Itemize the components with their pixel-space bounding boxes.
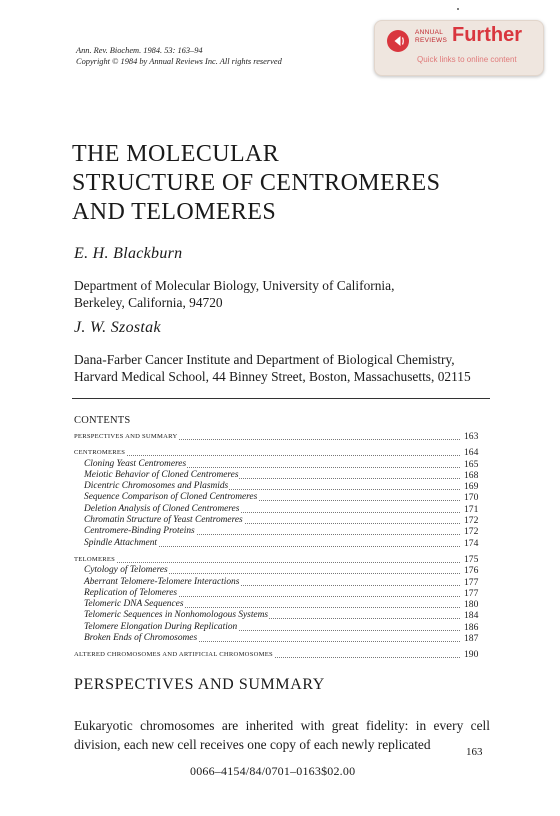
contents-heading: CONTENTS	[74, 415, 131, 426]
toc-entry-page: 169	[464, 481, 479, 493]
toc-entry-label: Spindle Attachment	[84, 537, 157, 548]
toc-entry-label: Telomeric DNA Sequences	[84, 599, 184, 610]
toc-entry-page: 187	[464, 633, 479, 645]
author-name: J. W. Szostak	[74, 319, 161, 336]
toc-entry-page: 176	[464, 565, 479, 577]
toc-subsection-entry[interactable]	[74, 459, 490, 470]
annual-reviews-wordmark: ANNUAL REVIEWS	[415, 29, 448, 44]
toc-entry-page: 175	[464, 553, 479, 565]
author-name: E. H. Blackburn	[74, 245, 183, 262]
toc-subsection-entry[interactable]	[74, 504, 490, 515]
toc-subsection-entry[interactable]	[74, 588, 490, 599]
toc-leader-dots	[74, 562, 460, 563]
toc-subsection-entry[interactable]	[74, 515, 490, 526]
toc-entry-page: 172	[464, 526, 479, 538]
footer-code: 0066–4154/84/0701–0163$02.00	[190, 764, 356, 778]
author-affiliation: Dana-Farber Cancer Institute and Department of Biological Chemistry, Harvard Medical School, 44 Binney Street, Boston, Massachusetts, 02115	[74, 352, 471, 384]
toc-subsection-entry[interactable]	[74, 538, 490, 549]
stray-mark	[457, 8, 459, 10]
toc-entry-label: Meiotic Behavior of Cloned Centromeres	[84, 469, 239, 480]
further-label: Further	[452, 24, 522, 46]
toc-entry-page: 168	[464, 469, 479, 481]
toc-subsection-entry[interactable]	[74, 565, 490, 576]
annual-reviews-logo-icon	[387, 30, 409, 52]
citation-line-1: Ann. Rev. Biochem. 1984. 53: 163–94	[76, 46, 203, 55]
toc-entry-label: TELOMERES	[74, 555, 116, 563]
toc-entry-label: Dicentric Chromosomes and Plasmids	[84, 481, 229, 492]
page-number: 163	[466, 746, 483, 758]
journal-citation	[76, 45, 282, 67]
toc-leader-dots	[74, 455, 460, 456]
toc-section-entry[interactable]	[74, 649, 490, 660]
toc-entry-page: 170	[464, 492, 479, 504]
toc-subsection-entry[interactable]	[74, 526, 490, 537]
toc-entry-label: Deletion Analysis of Cloned Centromeres	[84, 503, 240, 514]
title-line-3: AND TELOMERES	[72, 199, 277, 225]
toc-subsection-entry[interactable]	[74, 622, 490, 633]
toc-entry-label: ALTERED CHROMOSOMES AND ARTIFICIAL CHROMOSOMES	[74, 651, 273, 659]
toc-entry-label: Telomeric Sequences in Nonhomologous Systems	[84, 610, 269, 621]
toc-entry-page: 171	[464, 503, 479, 515]
toc-entry-page: 177	[464, 576, 479, 588]
toc-entry-page: 165	[464, 458, 479, 470]
article-title	[72, 140, 440, 227]
toc-entry-page: 174	[464, 537, 479, 549]
toc-entry-page: 172	[464, 515, 479, 527]
toc-subsection-entry[interactable]	[74, 599, 490, 610]
toc-entry-label: Centromere-Binding Proteins	[84, 526, 195, 537]
toc-subsection-entry[interactable]	[74, 492, 490, 503]
toc-subsection-entry[interactable]	[74, 610, 490, 621]
toc-entry-label: Sequence Comparison of Cloned Centromeres	[84, 492, 258, 503]
toc-entry-label: PERSPECTIVES AND SUMMARY	[74, 433, 178, 440]
toc-entry-page: 177	[464, 587, 479, 599]
toc-entry-label: Cytology of Telomeres	[84, 565, 168, 576]
toc-entry-page: 163	[464, 431, 479, 442]
table-of-contents	[74, 431, 490, 661]
toc-entry-label: Broken Ends of Chromosomes	[84, 633, 198, 644]
toc-section-entry[interactable]	[74, 554, 490, 565]
toc-entry-label: CENTROMERES	[74, 449, 126, 457]
toc-entry-page: 164	[464, 447, 479, 459]
section-heading: PERSPECTIVES AND SUMMARY	[74, 676, 325, 693]
toc-entry-page: 190	[464, 649, 479, 661]
title-line-1: THE MOLECULAR	[72, 141, 280, 167]
citation-line-2: Copyright © 1984 by Annual Reviews Inc. All rights reserved	[76, 57, 282, 66]
toc-entry-label: Chromatin Structure of Yeast Centromeres	[84, 515, 243, 526]
toc-entry-label: Telomere Elongation During Replication	[84, 621, 238, 632]
divider	[72, 398, 490, 399]
toc-section-entry[interactable]	[74, 431, 490, 442]
toc-subsection-entry[interactable]	[74, 481, 490, 492]
toc-entry-page: 184	[464, 610, 479, 622]
toc-entry-label: Cloning Yeast Centromeres	[84, 458, 187, 469]
body-paragraph: Eukaryotic chromosomes are inherited with great fidelity: in every cell division, each new cell receives one copy of each newly replicated	[74, 718, 490, 752]
toc-entry-label: Replication of Telomeres	[84, 587, 178, 598]
toc-entry-page: 180	[464, 599, 479, 611]
title-line-2: STRUCTURE OF CENTROMERES	[72, 170, 441, 196]
toc-subsection-entry[interactable]	[74, 633, 490, 644]
toc-section-entry[interactable]	[74, 447, 490, 458]
author-affiliation: Department of Molecular Biology, University of California, Berkeley, California, 94720	[74, 278, 395, 310]
toc-entry-page: 186	[464, 621, 479, 633]
annual-reviews-further-badge[interactable]	[374, 20, 544, 76]
toc-subsection-entry[interactable]	[74, 577, 490, 588]
toc-entry-label: Aberrant Telomere-Telomere Interactions	[84, 576, 240, 587]
toc-subsection-entry[interactable]	[74, 470, 490, 481]
quick-links-label[interactable]: Quick links to online content	[417, 55, 517, 64]
